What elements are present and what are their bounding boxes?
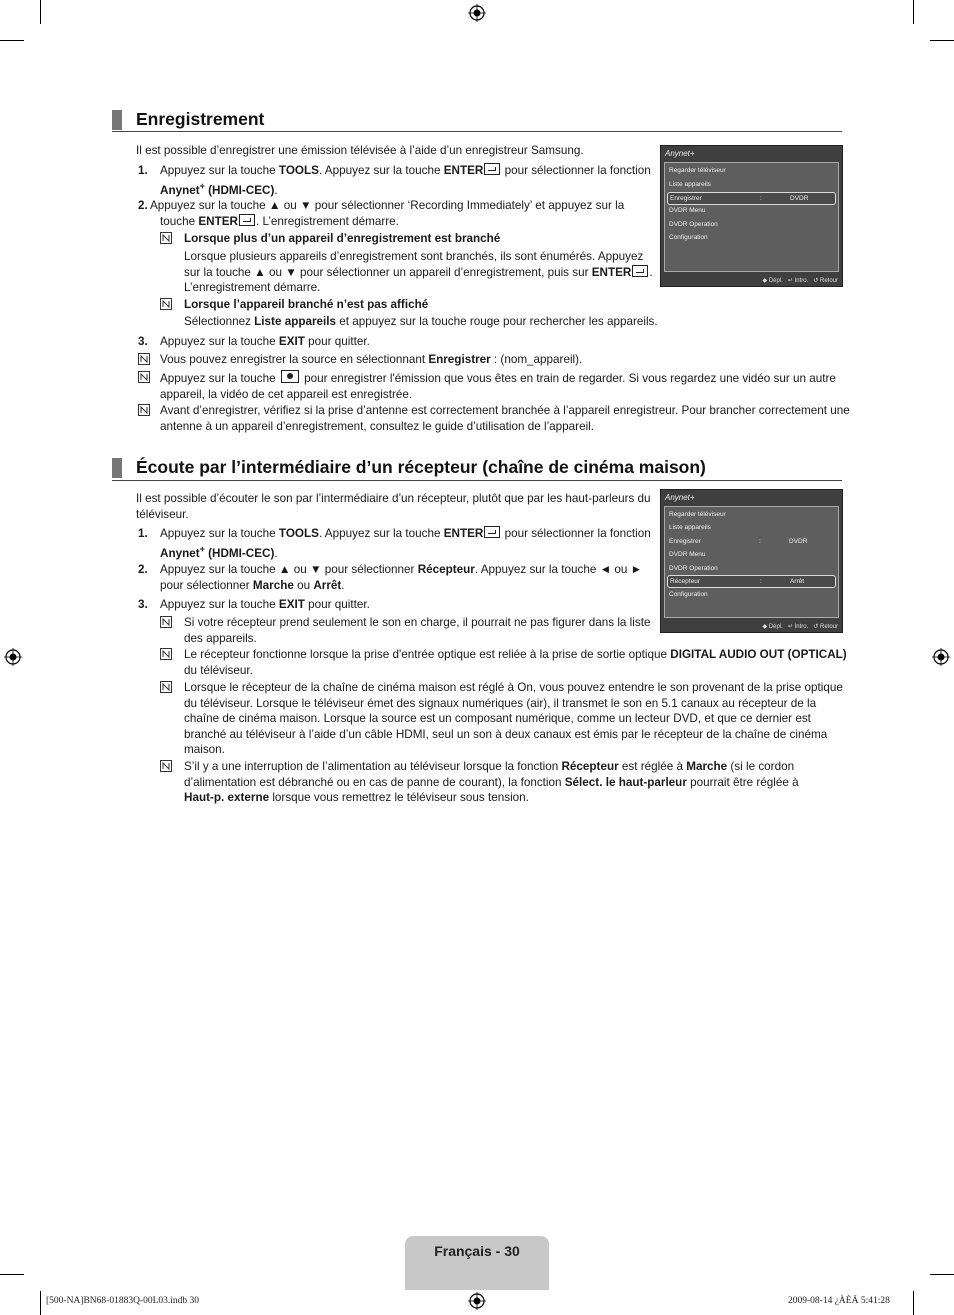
record-button-icon <box>281 370 299 383</box>
note-text: Appuyez sur la touche pour enregistrer l'émission que vous êtes en train de regarder. Si vous regardez une vidéo sur un autre appareil, la vidéo de cet appareil est enregistrée. <box>160 372 836 401</box>
step-1-text: Appuyez sur la touche TOOLS. Appuyez sur la touche ENTER pour sélectionner la fonction Anynet+ (HDMI-CEC). <box>160 527 651 560</box>
intro-text: Il est possible d’enregistrer une émission télévisée à l’aide d’un enregistreur Samsung. <box>136 144 584 157</box>
menu-item: Regarder téléviseur <box>669 511 726 518</box>
menu-footer: ◆ Dépl. ↵ Intro. ↺ Retour <box>762 278 838 284</box>
step-2-text: Appuyez sur la touche ▲ ou ▼ pour sélectionner Récepteur. Appuyez sur la touche ◄ ou ► pour sélectionner Marche ou Arrêt. <box>160 563 643 592</box>
tv-menu-screenshot <box>660 489 843 633</box>
enter-key-icon <box>484 526 500 538</box>
step-number: 3. <box>138 335 148 348</box>
section-marker <box>112 110 122 130</box>
menu-item: Liste appareils <box>669 181 711 188</box>
menu-footer: ◆ Dépl. ↵ Intro. ↺ Retour <box>762 624 838 630</box>
note-icon <box>160 681 172 693</box>
return-icon: ↺ <box>813 624 819 630</box>
note-icon <box>160 760 172 772</box>
move-icon: ◆ <box>762 624 768 630</box>
menu-item-selected: Enregistrer : DVDR <box>667 192 836 205</box>
step-number: 1. <box>138 527 148 540</box>
registration-mark-icon <box>4 648 22 666</box>
menu-panel <box>664 506 839 618</box>
page-number: Français - 30 <box>434 1243 520 1259</box>
return-icon: ↺ <box>813 278 819 284</box>
crop-mark <box>913 1291 914 1315</box>
note-title: Lorsque l’appareil branché n’est pas affiché <box>184 298 429 311</box>
menu-item: DVDR Menu <box>669 551 706 558</box>
crop-mark <box>40 0 41 24</box>
note-icon <box>138 371 150 383</box>
menu-item: Configuration <box>669 591 708 598</box>
note-icon <box>160 232 172 244</box>
note-text: Avant d’enregistrer, vérifiez si la prise d’antenne est correctement branchée à l’appareil enregistreur. Pour brancher correctement une antenne à un appareil d’enregistrement, consultez le guide d’utilisation de l’appareil. <box>160 404 850 433</box>
note-text: S’il y a une interruption de l’alimentation au téléviseur lorsque la fonction Récepteur est réglée à Marche (si le cordon d’alimentation est débranché ou en cas de panne de courant), la fonction Sélect. le haut-parleur pourrait être réglée à Haut-p. externe lorsque vous remettrez le téléviseur sous tension. <box>184 760 799 804</box>
step-2-text: Appuyez sur la touche ▲ ou ▼ pour sélectionner ‘Recording Immediately’ et appuyez sur la touche ENTER . L’enregistrement démarre. <box>150 199 625 228</box>
menu-item: Configuration <box>669 234 708 241</box>
section-rule <box>112 131 842 132</box>
menu-item: Regarder téléviseur <box>669 167 726 174</box>
print-slug-left: [500-NA]BN68-01883Q-00L03.indb 30 <box>46 1296 200 1306</box>
step-1-text: Appuyez sur la touche TOOLS. Appuyez sur la touche ENTER pour sélectionner la fonction Anynet+ (HDMI-CEC). <box>160 164 651 197</box>
note-text: Si votre récepteur prend seulement le son en charge, il pourrait ne pas figurer dans la liste des appareils. <box>184 616 651 645</box>
crop-mark <box>0 40 24 41</box>
intro-text: Il est possible d’écouter le son par l’intermédiaire d’un récepteur, plutôt que par les haut-parleurs du téléviseur. <box>136 492 651 521</box>
note-icon <box>160 648 172 660</box>
note-icon <box>160 616 172 628</box>
page-number-tab <box>405 1236 549 1290</box>
step-number: 1. <box>138 164 148 177</box>
menu-item: DVDR Menu <box>669 207 706 214</box>
section-rule <box>112 480 842 481</box>
anynet-logo: Anynet+ <box>665 149 695 158</box>
crop-mark <box>930 40 954 41</box>
menu-item: Liste appareils <box>669 524 711 531</box>
note-text: Le récepteur fonctionne lorsque la prise d'entrée optique est reliée à la prise de sortie optique DIGITAL AUDIO OUT (OPTICAL) du téléviseur. <box>184 648 847 677</box>
note-icon <box>138 353 150 365</box>
menu-item: DVDR Operation <box>669 221 718 228</box>
move-icon: ◆ <box>762 278 768 284</box>
step-number: 3. <box>138 598 148 611</box>
step-3-text: Appuyez sur la touche EXIT pour quitter. <box>160 335 370 348</box>
step-number: 2. <box>138 563 148 576</box>
note-title: Lorsque plus d’un appareil d’enregistrement est branché <box>184 232 501 245</box>
menu-item: Enregistrer : DVDR <box>669 538 808 545</box>
enter-key-icon <box>239 214 255 226</box>
note-text: Sélectionnez Liste appareils et appuyez sur la touche rouge pour rechercher les appareils. <box>184 315 658 328</box>
enter-icon: ↵ <box>787 624 793 630</box>
crop-mark <box>930 1274 954 1275</box>
enter-icon: ↵ <box>787 278 793 284</box>
anynet-logo: Anynet+ <box>665 493 695 502</box>
note-text: Vous pouvez enregistrer la source en sélectionnant Enregistrer : (nom_appareil). <box>160 353 583 366</box>
enter-key-icon <box>484 163 500 175</box>
crop-mark <box>913 0 914 24</box>
note-icon <box>138 404 150 416</box>
section-marker <box>112 458 122 478</box>
step-number: 2. <box>138 199 148 212</box>
enter-key-icon <box>632 265 648 277</box>
section-title: Enregistrement <box>136 109 265 129</box>
registration-mark-icon <box>932 648 950 666</box>
note-text: Lorsque plusieurs appareils d’enregistrement sont branchés, ils sont énumérés. Appuyez sur la touche ▲ ou ▼ pour sélectionner un appareil d’enregistrement, puis sur ENTER . L’enregistrement démarre. <box>184 250 653 294</box>
registration-mark-icon <box>468 4 486 22</box>
step-3-text: Appuyez sur la touche EXIT pour quitter. <box>160 598 370 611</box>
crop-mark <box>40 1291 41 1315</box>
note-icon <box>160 298 172 310</box>
registration-mark-icon <box>468 1292 486 1310</box>
tv-menu-screenshot <box>660 145 843 287</box>
note-text: Lorsque le récepteur de la chaîne de cinéma maison est réglé à On, vous pouvez entendre le son provenant de la prise optique du téléviseur. Lorsque le téléviseur émet des signaux numériques (air), il transmet le son en 5.1 canaux au récepteur de la chaîne de cinéma maison. Lorsque la source est un composant numérique, comme un lecteur DVD, et que ce dernier est branché au téléviseur à l’aide d’un câble HDMI, seul un son à deux canaux est émis par le récepteur de la chaîne de cinéma maison. <box>184 681 843 756</box>
section-title: Écoute par l’intermédiaire d’un récepteur (chaîne de cinéma maison) <box>136 457 706 477</box>
menu-item-selected: Récepteur : Arrêt <box>667 575 836 588</box>
crop-mark <box>0 1274 24 1275</box>
menu-panel <box>664 162 839 272</box>
print-slug-right: 2009-08-14 ¿ÀÈÄ 5:41:28 <box>788 1296 890 1306</box>
menu-item: DVDR Operation <box>669 565 718 572</box>
